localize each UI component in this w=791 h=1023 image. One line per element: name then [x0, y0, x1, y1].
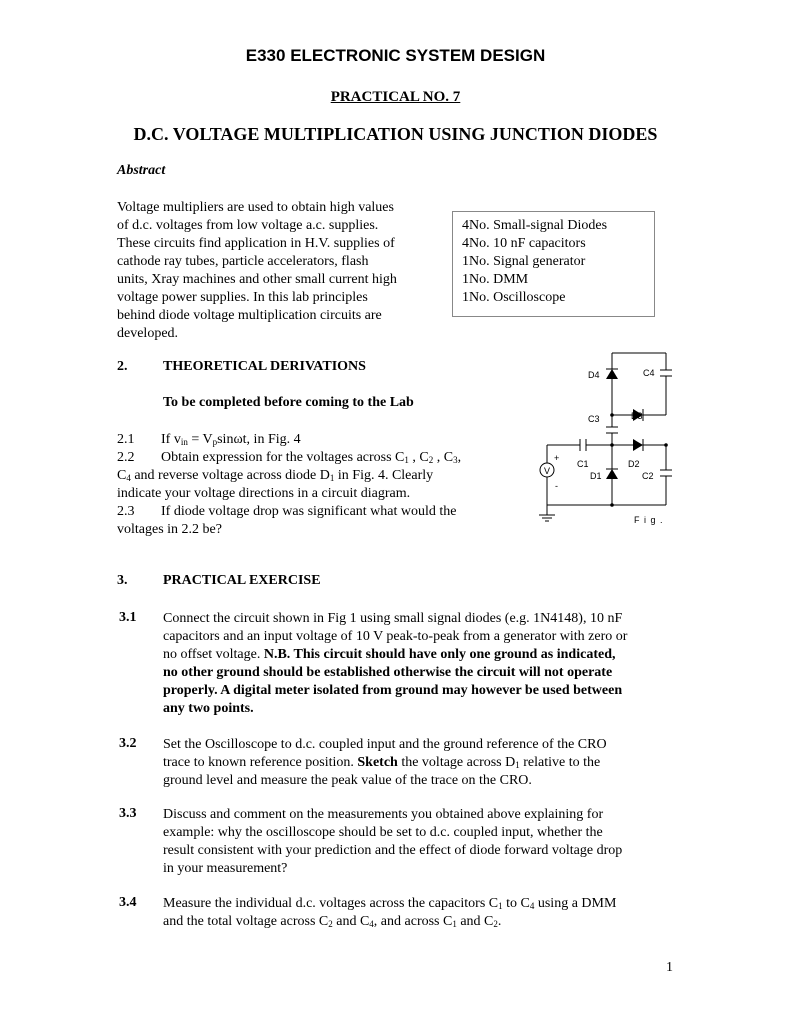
voltage-multiplier-circuit — [530, 345, 680, 535]
item-3-3-number: 3.3 — [119, 806, 137, 821]
item-2-3-line2: voltages in 2.2 be? — [117, 522, 222, 537]
label-source: V — [544, 466, 551, 476]
item-3-4-number: 3.4 — [119, 895, 137, 910]
item-3-2-text: Set the Oscilloscope to d.c. coupled input and the ground reference of the CRO trace to known reference position. Sketch the voltage across $D_1$ relative to the ground level and measure the peak value of the trace on the CRO. — [163, 737, 607, 788]
equipment-item: 4No. Small-signal Diodes — [462, 218, 608, 233]
label-d4: D4 — [588, 370, 600, 380]
equipment-item: 1No. Oscilloscope — [462, 290, 566, 305]
label-minus: - — [555, 481, 558, 491]
diode-d2-symbol — [633, 439, 643, 451]
item-2-3-number: 2.3 — [117, 504, 135, 519]
item-2-2-number: 2.2 — [117, 450, 135, 465]
label-d3: D3 — [631, 411, 643, 421]
practical-number: PRACTICAL NO. 7 — [330, 89, 461, 105]
item-3-2-number: 3.2 — [119, 736, 137, 751]
label-d2: D2 — [628, 459, 640, 469]
item-2-2-line2: $C_4$ and reverse voltage across diode $D_1$ in Fig. 4. Clearly — [117, 468, 434, 483]
label-c2: C2 — [642, 471, 654, 481]
item-2-2-line3: indicate your voltage directions in a circuit diagram. — [117, 486, 411, 501]
label-plus: + — [554, 453, 560, 463]
diode-d1-symbol — [606, 469, 618, 479]
item-3-3-text: Discuss and comment on the measurements you obtained above explaining for example: why the oscilloscope should be set to d.c. coupled input, whether the result consistent with your prediction and the effect of diode forward voltage drop in your measurement? — [163, 807, 623, 876]
section-3-number: 3. — [117, 573, 128, 588]
equipment-item: 4No. 10 nF capacitors — [462, 236, 586, 251]
course-title: E330 ELECTRONIC SYSTEM DESIGN — [245, 46, 546, 65]
abstract-text: Voltage multipliers are used to obtain high values of d.c. voltages from low voltage a.c. supplies. These circuits find application in H.V. supplies of cathode ray tubes, particle accelerators, flash units, Xray machines and other small current high voltage power supplies. In this lab principles behind diode voltage multiplication circuits are developed. — [117, 200, 397, 341]
item-2-3-line1: If diode voltage drop was significant what would the — [161, 504, 457, 519]
equipment-item: 1No. DMM — [462, 272, 529, 287]
section-2-number: 2. — [117, 359, 128, 374]
item-3-4-text: Measure the individual d.c. voltages across the capacitors $C_1$ to $C_4$ using a DMM and the total voltage across $C_2$ and $C_4$, and across $C_1$ and $C_2$. — [163, 896, 617, 929]
item-2-1-text: If $v_{in} = V_p\sin\omega t$, in Fig. 4 — [161, 432, 301, 447]
diode-d4-symbol — [606, 369, 618, 379]
label-c3: C3 — [588, 414, 600, 424]
section-3-heading: PRACTICAL EXERCISE — [163, 573, 321, 588]
figure-caption: F i g . — [634, 515, 664, 525]
page-number: 1 — [666, 960, 673, 975]
label-c1: C1 — [577, 459, 589, 469]
item-2-1-number: 2.1 — [117, 432, 135, 447]
label-d1: D1 — [590, 471, 602, 481]
abstract-heading: Abstract — [117, 163, 166, 178]
item-2-2-line1: Obtain expression for the voltages across $C_1$ , $C_2$ , $C_3$, — [161, 450, 462, 465]
equipment-item: 1No. Signal generator — [462, 254, 586, 269]
item-3-1-number: 3.1 — [119, 610, 137, 625]
equipment-list — [452, 211, 655, 317]
label-c4: C4 — [643, 368, 655, 378]
item-3-1-text: Connect the circuit shown in Fig 1 using small signal diodes (e.g. 1N4148), 10 nF capacitors and an input voltage of 10 V peak-to-peak from a generator with zero or no offset voltage. N.B. This circuit should have only one ground as indicated, no other ground should be established otherwise the circuit will not operate properly. A digital meter isolated from ground may however be used between any two points. — [163, 611, 628, 716]
section-2-heading: THEORETICAL DERIVATIONS — [163, 359, 366, 374]
section-2-subheading: To be completed before coming to the Lab — [163, 395, 414, 410]
document-title: D.C. VOLTAGE MULTIPLICATION USING JUNCTION DIODES — [133, 124, 658, 144]
